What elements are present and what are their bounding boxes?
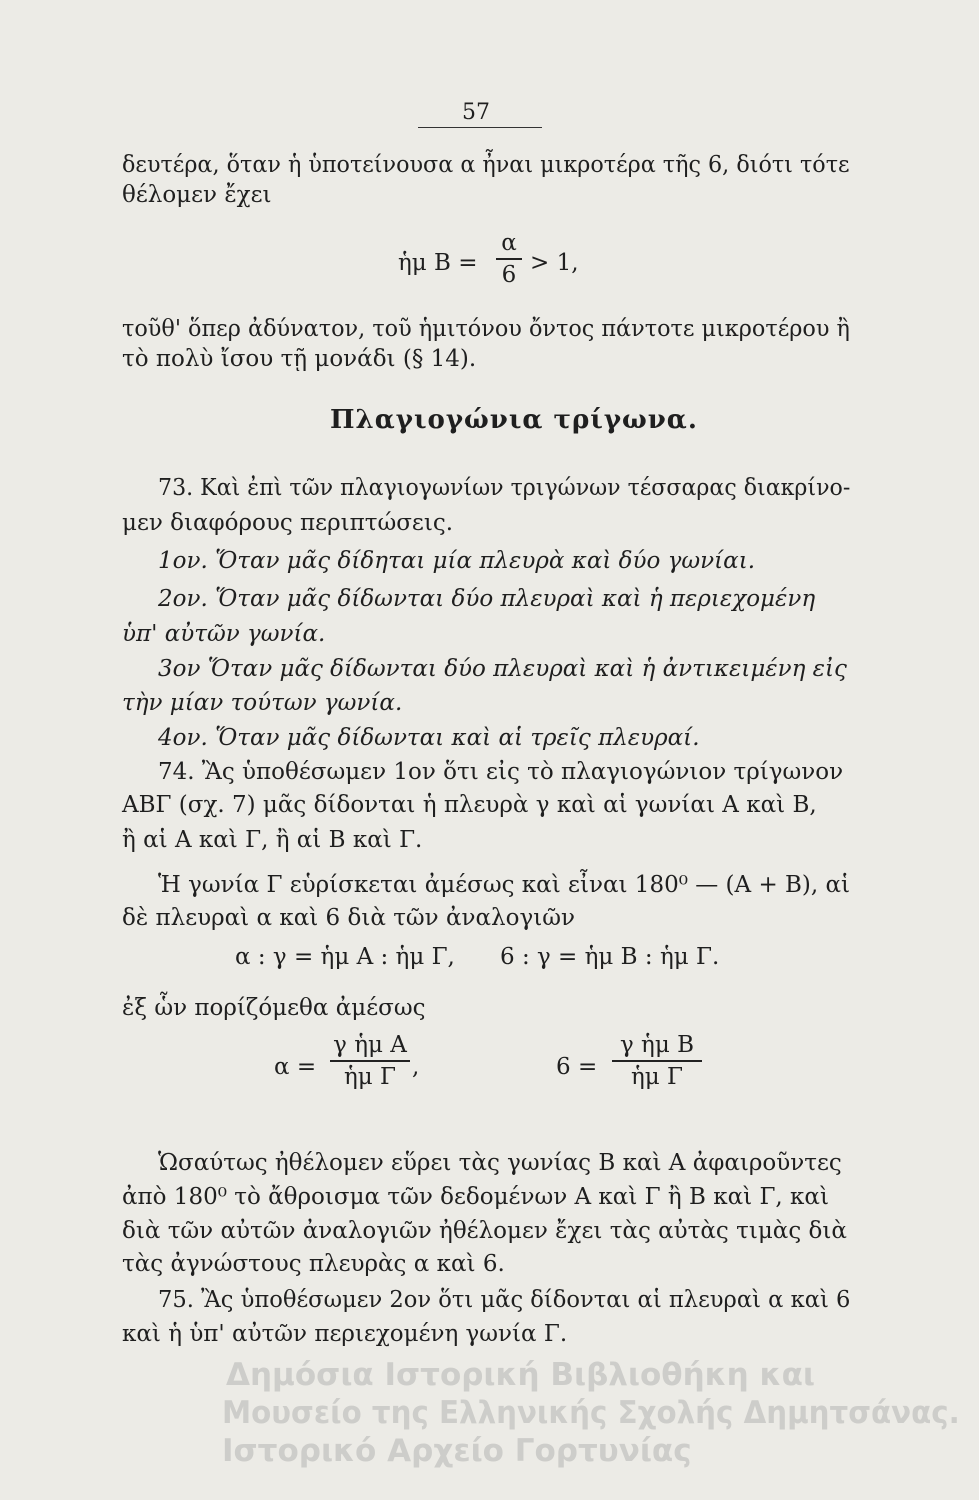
text-line: ἢ αἱ Α καὶ Γ, ἢ αἱ Β καὶ Γ. (122, 827, 423, 853)
page-number: 57 (462, 100, 490, 125)
watermark-line: Ιστορικό Αρχείο Γορτυνίας (222, 1433, 692, 1469)
proportion-2: 6 : γ = ἡμ Β : ἡμ Γ. (500, 944, 720, 970)
text-line: τὸ πολὺ ἴσου τῇ μονάδι (§ 14). (122, 346, 477, 372)
formula-fraction (496, 230, 522, 288)
text-line: τὰς ἀγνώστους πλευρὰς α καὶ 6. (122, 1251, 505, 1277)
fraction-numerator: γ ἡμ Β (620, 1032, 694, 1058)
text-line: ΑΒΓ (σχ. 7) μᾶς δίδονται ἡ πλευρὰ γ καὶ αἱ γωνίαι Α καὶ Β, (122, 792, 817, 818)
text-line: 74. Ἂς ὑποθέσωμεν 1ον ὅτι εἰς τὸ πλαγιογώνιον τρίγωνον (158, 759, 844, 785)
formula-lhs: ἡμ Β = (398, 250, 478, 276)
fraction-numerator: γ ἡμ Α (333, 1032, 407, 1058)
text-line: Ὡσαύτως ἠθέλομεν εὕρει τὰς γωνίας Β καὶ Α ἀφαιροῦντες (158, 1150, 842, 1176)
formula-lhs: α = (274, 1054, 317, 1080)
case-2-cont: ὑπ' αὐτῶν γωνία. (122, 621, 326, 647)
formula-comma: , (412, 1054, 420, 1080)
section-heading: Πλαγιογώνια τρίγωνα. (330, 405, 698, 435)
text-line: θέλομεν ἔχει (122, 182, 272, 208)
fraction-numerator: α (501, 230, 517, 256)
text-line: 75. Ἂς ὑποθέσωμεν 2ον ὅτι μᾶς δίδονται αἱ πλευραὶ α καὶ 6 (158, 1287, 851, 1313)
text-line: ἀπὸ 180⁰ τὸ ἄθροισμα τῶν δεδομένων Α καὶ Γ ἢ Β καὶ Γ, καὶ (122, 1184, 829, 1210)
watermark-line: Δημόσια Ιστορική Βιβλιοθήκη και (226, 1357, 815, 1393)
case-1: 1ον. Ὅταν μᾶς δίδηται μία πλευρὰ καὶ δύο γωνίαι. (158, 548, 756, 574)
text-line: 73. Καὶ ἐπὶ τῶν πλαγιογωνίων τριγώνων τέσσαρας διακρίνο- (158, 475, 851, 501)
fraction-bar (330, 1060, 410, 1062)
text-line: διὰ τῶν αὐτῶν ἀναλογιῶν ἠθέλομεν ἔχει τὰς αὐτὰς τιμὰς διὰ (122, 1218, 847, 1244)
formula-rhs: > 1, (530, 250, 579, 276)
fraction-denominator: ἡμ Γ (344, 1063, 396, 1090)
text-line: τοῦθ' ὅπερ ἀδύνατον, τοῦ ἡμιτόνου ὄντος πάντοτε μικροτέρου ἢ (122, 316, 850, 342)
text-line: καὶ ἡ ὑπ' αὐτῶν περιεχομένη γωνία Γ. (122, 1321, 568, 1347)
case-4: 4ον. Ὅταν μᾶς δίδωνται καὶ αἱ τρεῖς πλευραί. (158, 725, 700, 751)
text-line: δευτέρα, ὅταν ἡ ὑποτείνουσα α ἦναι μικροτέρα τῆς 6, διότι τότε (122, 152, 850, 178)
formula-fraction (330, 1032, 410, 1090)
fraction-bar (496, 258, 522, 260)
formula-lhs: 6 = (556, 1054, 598, 1080)
text-line: δὲ πλευραὶ α καὶ 6 διὰ τῶν ἀναλογιῶν (122, 905, 575, 931)
fraction-bar (612, 1060, 702, 1062)
header-rule (418, 127, 542, 128)
text-line: ἐξ ὧν πορίζόμεθα ἀμέσως (122, 995, 426, 1021)
text-line: μεν διαφόρους περιπτώσεις. (122, 510, 454, 536)
fraction-denominator: 6 (501, 261, 517, 288)
case-3-cont: τὴν μίαν τούτων γωνία. (122, 690, 403, 716)
case-2: 2ον. Ὅταν μᾶς δίδωνται δύο πλευραὶ καὶ ἡ περιεχομένη (158, 586, 816, 612)
text-line: Ἡ γωνία Γ εὑρίσκεται ἀμέσως καὶ εἶναι 180⁰ — (Α + Β), αἱ (158, 872, 851, 898)
formula-fraction (612, 1032, 702, 1090)
watermark-line: Μουσείο της Ελληνικής Σχολής Δημητσάνας. (222, 1395, 960, 1431)
case-3: 3ον Ὅταν μᾶς δίδωνται δύο πλευραὶ καὶ ἡ ἀντικειμένη εἰς (158, 656, 847, 682)
proportion-1: α : γ = ἡμ Α : ἡμ Γ, (235, 944, 455, 970)
fraction-denominator: ἡμ Γ (631, 1063, 683, 1090)
